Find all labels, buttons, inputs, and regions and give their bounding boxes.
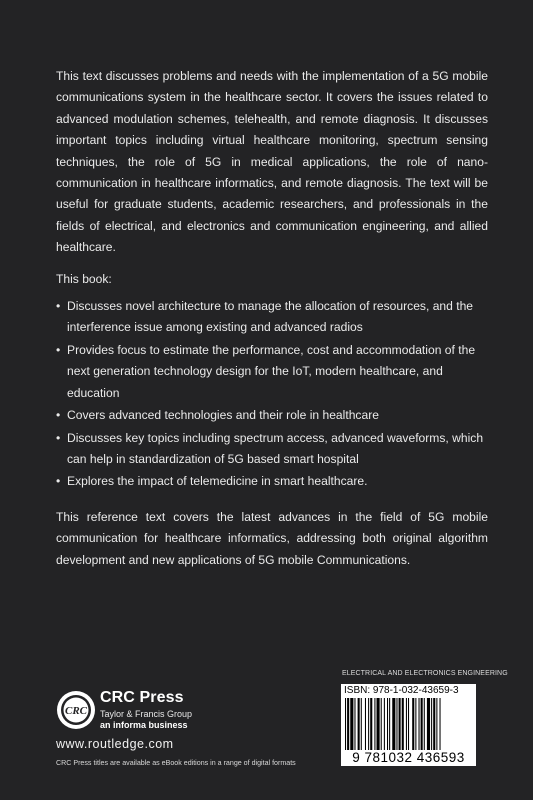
list-item-text: Covers advanced technologies and their role in healthcare: [67, 408, 379, 423]
list-item-text: Explores the impact of telemedicine in smart healthcare.: [67, 474, 368, 489]
publisher-name: CRC Press: [100, 689, 184, 706]
barcode-box: [341, 684, 476, 766]
barcode-bar: [354, 698, 355, 750]
barcode-icon: [345, 698, 472, 750]
bullet-icon: •: [56, 474, 61, 489]
list-item-text: Discusses key topics including spectrum access, advanced waveforms, which can help in standardization of 5G based smart hospital: [67, 430, 484, 466]
barcode-bar: [361, 698, 362, 750]
barcode-number: 9 781032 436593: [352, 750, 465, 765]
publisher-tagline: an informa business: [100, 720, 188, 730]
publisher-logo: [56, 688, 276, 732]
isbn-label: ISBN: 978-1-032-43659-3: [344, 685, 459, 696]
bullet-icon: •: [56, 430, 61, 445]
barcode-bar: [424, 698, 425, 750]
list-item-text: Provides focus to estimate the performance, cost and accommodation of the next generation technology design for the IoT, modern healthcare, and education: [67, 342, 476, 400]
ebook-note: CRC Press titles are available as eBook editions in a range of digital formats: [56, 759, 296, 767]
list-item: [56, 428, 488, 471]
bullet-icon: •: [56, 342, 61, 357]
description-paragraph: This text discusses problems and needs with the implementation of a 5G mobile communications system in the healthcare sector. It covers the issues related to advanced modulation schemes, telehealth, and remote diagnosis. It discusses important topics including virtual healthcare monitoring, spectrum sensing techniques, the role of 5G in medical applications, the role of nano-communication in healthcare informatics, and remote diagnosis. The text will be useful for graduate students, academic researchers, and professionals in the fields of electrical, and electronics and communication engineering, and allied healthcare.: [56, 69, 488, 255]
crc-logo-icon: [56, 690, 96, 730]
barcode-bar: [427, 698, 430, 750]
closing-paragraph: This reference text covers the latest advances in the field of 5G mobile communication for healthcare informatics, addressing both original algorithm development and new applications of 5G mobile Communications.: [56, 509, 488, 567]
barcode-bar: [374, 698, 375, 750]
intro-label: This book:: [56, 271, 112, 286]
barcode-bar: [419, 698, 420, 750]
barcode-bar: [396, 698, 397, 750]
barcode-bar: [381, 698, 382, 750]
publisher-group: Taylor & Francis Group: [100, 709, 193, 719]
barcode-bar: [347, 698, 349, 750]
barcode-bar: [408, 698, 409, 750]
list-item: [56, 471, 488, 492]
barcode-bar: [365, 698, 366, 750]
barcode-bar: [402, 698, 404, 750]
list-item-text: Discusses novel architecture to manage the allocation of resources, and the interference issue among existing and advanced radios: [67, 299, 474, 335]
list-item: [56, 340, 488, 404]
bullet-icon: •: [56, 299, 61, 314]
barcode-bar: [350, 698, 353, 750]
bullet-icon: •: [56, 408, 61, 423]
barcode-bar: [433, 698, 435, 750]
barcode-bar: [384, 698, 385, 750]
barcode-bar: [431, 698, 432, 750]
barcode-bar: [345, 698, 346, 750]
barcode-bar: [389, 698, 390, 750]
barcode-bar: [377, 698, 380, 750]
barcode-bar: [412, 698, 414, 750]
barcode-bar: [436, 698, 437, 750]
barcode-bar: [370, 698, 372, 750]
barcode-bar: [421, 698, 423, 750]
barcode-bar: [440, 698, 441, 750]
feature-list: [56, 296, 488, 493]
category-label: ELECTRICAL AND ELECTRONICS ENGINEERING: [342, 670, 508, 677]
logo-text: CRC: [64, 705, 88, 717]
website-link[interactable]: www.routledge.com: [56, 737, 174, 751]
list-item: [56, 405, 488, 426]
barcode-bar: [358, 698, 360, 750]
barcode-bar: [415, 698, 416, 750]
barcode-bar: [368, 698, 369, 750]
barcode-bar: [392, 698, 395, 750]
barcode-bar: [399, 698, 401, 750]
barcode-bar: [406, 698, 407, 750]
cover-text: [56, 66, 488, 571]
barcode-bar: [387, 698, 388, 750]
list-item: [56, 296, 488, 339]
